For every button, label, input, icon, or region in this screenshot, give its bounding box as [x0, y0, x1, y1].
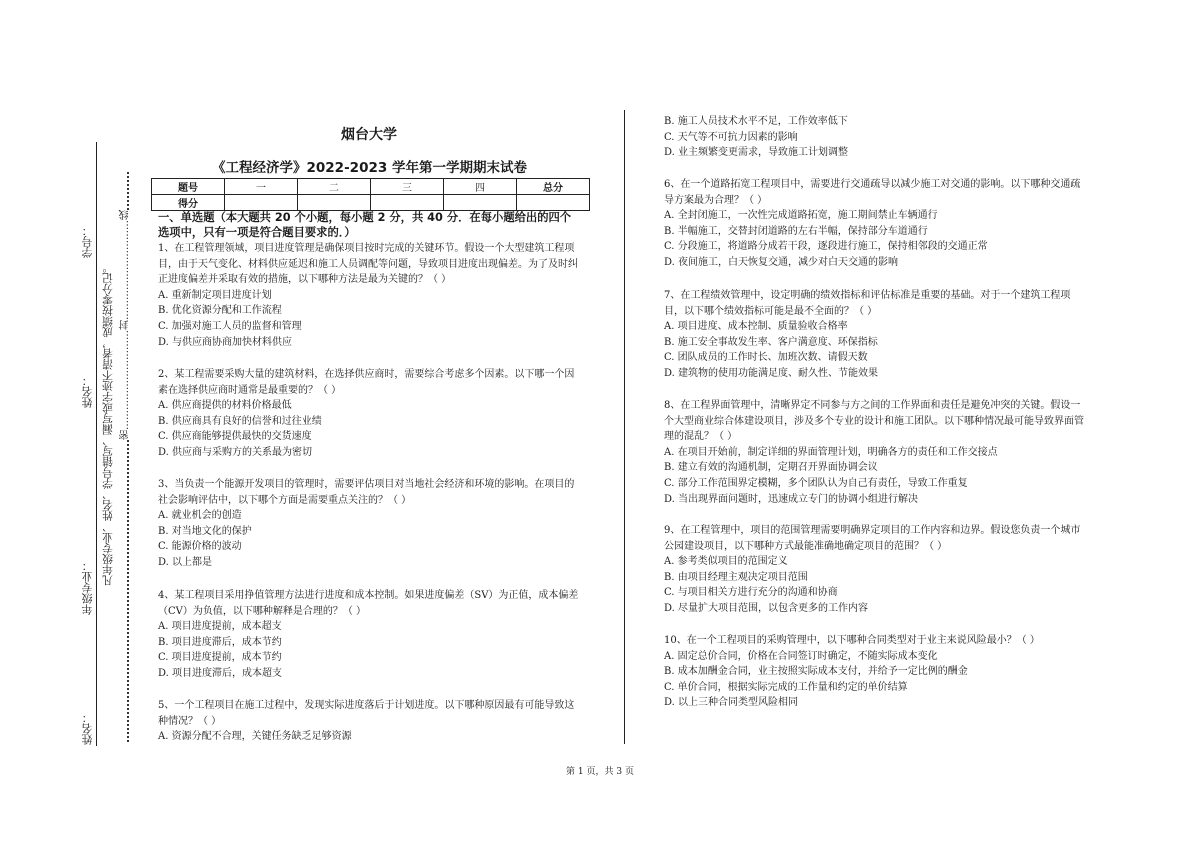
- option: C. 与项目相关方进行充分的沟通和协商: [664, 587, 838, 599]
- score-cell[interactable]: [371, 195, 444, 211]
- university-title: 烟台大学: [341, 127, 397, 143]
- option: C. 天气等不可抗力因素的影响: [664, 131, 798, 143]
- score-header-cell: 三: [371, 179, 444, 195]
- option: D. 尽量扩大项目范围，以包含更多的工作内容: [664, 602, 869, 614]
- option: C. 加强对施工人员的监督和管理: [158, 320, 302, 332]
- option: B. 成本加酬金合同，业主按照实际成本支付，并给予一定比例的酬金: [664, 666, 968, 678]
- option: A. 资源分配不合理，关键任务缺乏足够资源: [158, 731, 352, 743]
- option: D. 以上三种合同类型风险相同: [664, 697, 799, 709]
- score-cell[interactable]: [444, 195, 517, 211]
- question-10: [664, 633, 1088, 711]
- option: D. 夜间施工，白天恢复交通，减少对白天交通的影响: [664, 256, 899, 268]
- option: A. 参考类似项目的范围定义: [664, 556, 788, 568]
- option: B. 优化资源分配和工作流程: [158, 305, 282, 317]
- question-stem: 2、某工程需要采购大量的建筑材料，在选择供应商时，需要综合考虑多个因素。以下哪一个因素在选择供应商时通常是最重要的？（ ）: [158, 369, 575, 396]
- option: A. 就业机会的创造: [158, 510, 242, 522]
- question-stem: 10、在一个工程项目的采购管理中，以下哪种合同类型对于业主来说风险最小？（ ）: [664, 635, 1040, 646]
- question-stem: 8、在工程界面管理中，清晰界定不同参与方之间的工作界面和责任是避免冲突的关键。假设一个大型商业综合体建设项目，涉及多个专业的设计和施工团队。以下哪种情况最可能导致界面管理的混乱？（ ）: [664, 400, 1084, 443]
- question-4: [158, 588, 582, 682]
- score-cell[interactable]: [298, 195, 371, 211]
- score-header-cell: 题号: [152, 179, 225, 195]
- score-table-score-row: [152, 195, 590, 211]
- option: D. 建筑物的使用功能满足度、耐久性、节能效果: [664, 367, 879, 379]
- option: C. 供应商能够提供最快的交货速度: [158, 431, 312, 443]
- binding-id-label: 学号：: [81, 225, 94, 258]
- question-stem: 5、一个工程项目在施工过程中，发现实际进度落后于计划进度。以下哪种原因最有可能导致这种情况？（ ）: [158, 700, 575, 727]
- option: B. 对当地文化的保护: [158, 525, 252, 537]
- option: C. 项目进度提前，成本节约: [158, 652, 282, 664]
- option: D. 供应商与采购方的关系最为密切: [158, 446, 313, 458]
- option: A. 供应商提供的材料价格最低: [158, 400, 292, 412]
- question-1: [158, 241, 582, 350]
- option: A. 项目进度提前，成本超支: [158, 621, 282, 633]
- option: D. 当出现界面问题时，迅速成立专门的协调小组进行解决: [664, 493, 919, 505]
- option: D. 项目进度滞后，成本超支: [158, 667, 283, 679]
- option: C. 团队成员的工作时长、加班次数、请假天数: [664, 352, 868, 364]
- question-6: [664, 177, 1088, 271]
- question-stem: 4、某工程项目采用挣值管理方法进行进度和成本控制。如果进度偏差（SV）为正值，成本偏差（CV）为负值，以下哪种解释是合理的？（ ）: [158, 590, 579, 617]
- option: B. 施工安全事故发生率、客户满意度、环保指标: [664, 336, 878, 348]
- binding-line-outer: [96, 142, 97, 746]
- option: C. 部分工作范围界定模糊，多个团队认为自己有责任，导致工作重复: [664, 477, 968, 489]
- option: B. 由项目经理主观决定项目范围: [664, 571, 808, 583]
- option: C. 分段施工，将道路分成若干段，逐段进行施工，保持相邻段的交通正常: [664, 241, 988, 253]
- question-stem: 6、在一个道路拓宽工程项目中，需要进行交通疏导以减少施工对交通的影响。以下哪种交通疏导方案最为合理？（ ）: [664, 179, 1081, 206]
- binding-seal-text: 密…………………………封…………………………线: [120, 210, 131, 440]
- question-stem: 7、在工程绩效管理中，设定明确的绩效指标和评估标准是重要的基础。对于一个建筑工程项目，以下哪个绩效指标可能是最不全面的？（ ）: [664, 290, 1071, 317]
- option: A. 重新制定项目进度计划: [158, 289, 272, 301]
- question-9: [664, 523, 1088, 617]
- score-header-cell: 四: [444, 179, 517, 195]
- score-cell[interactable]: [517, 195, 590, 211]
- question-3: [158, 477, 582, 571]
- question-5-continued: [664, 114, 1088, 161]
- question-stem: 3、当负责一个能源开发项目的管理时，需要评估项目对当地社会经济和环境的影响。在项目的社会影响评估中，以下哪个方面是需要重点关注的？（ ）: [158, 479, 575, 506]
- score-header-cell: 一: [225, 179, 298, 195]
- question-stem: 9、在工程管理中，项目的范围管理需要明确界定项目的工作内容和边界。假设您负责一个城市公园建设项目，以下哪种方式最能准确地确定项目的范围？（ ）: [664, 525, 1081, 552]
- option: C. 能源价格的波动: [158, 541, 242, 553]
- score-table-header-row: [152, 179, 590, 195]
- option: A. 在项目开始前，制定详细的界面管理计划，明确各方的责任和工作交接点: [664, 446, 998, 458]
- option: A. 固定总价合同，价格在合同签订时确定，不随实际成本变化: [664, 650, 938, 662]
- question-2: [158, 367, 582, 461]
- binding-name-label: 姓名：: [81, 375, 94, 408]
- binding-major-label: 年级专业：: [81, 560, 94, 615]
- option: B. 供应商具有良好的信誉和过往业绩: [158, 415, 322, 427]
- question-stem: 1、在工程管理领域，项目进度管理是确保项目按时完成的关键环节。假设一个大型建筑工程项目，由于天气变化、材料供应延迟和施工人员调配等问题，导致项目进度出现偏差。为了及时纠正进度偏差并采取有效的措施，以下哪种方法是最为关键的？（ ）: [158, 243, 578, 286]
- option: A. 全封闭施工，一次性完成道路拓宽，施工期间禁止车辆通行: [664, 210, 938, 222]
- option: B. 项目进度滞后，成本节约: [158, 636, 282, 648]
- option: B. 半幅施工，交替封闭道路的左右半幅，保持部分车道通行: [664, 225, 928, 237]
- score-header-cell: 总分: [517, 179, 590, 195]
- option: D. 业主频繁变更需求，导致施工计划调整: [664, 147, 849, 159]
- binding-school-label: 姓名：: [81, 712, 94, 745]
- page-number: 第 1 页，共 3 页: [566, 767, 634, 777]
- option: C. 单价合同，根据实际完成的工作量和约定的单价结算: [664, 681, 908, 693]
- question-7: [664, 288, 1088, 382]
- option: B. 建立有效的沟通机制，定期召开界面协调会议: [664, 462, 878, 474]
- section-heading: 一、单选题（本大题共 20 个小题，每小题 2 分，共 40 分．在每小题给出的四个选项中，只有一项是符合题目要求的．）: [158, 211, 572, 239]
- column-divider: [624, 110, 625, 744]
- exam-title: 《工程经济学》2022-2023 学年第一学期期末试卷: [212, 160, 527, 176]
- score-table: [151, 178, 590, 211]
- score-row-label: 得分: [152, 195, 225, 211]
- score-header-cell: 二: [298, 179, 371, 195]
- binding-warning-text: 凡年级专业、姓名、学号错写、漏写或字迹不清者，成绩按零分记。: [101, 262, 114, 586]
- score-cell[interactable]: [225, 195, 298, 211]
- option: B. 施工人员技术水平不足，工作效率低下: [664, 116, 848, 127]
- question-8: [664, 398, 1088, 507]
- option: D. 与供应商协商加快材料供应: [158, 336, 293, 348]
- option: D. 以上都是: [158, 556, 213, 568]
- option: A. 项目进度、成本控制、质量验收合格率: [664, 321, 848, 333]
- question-5: [158, 698, 582, 745]
